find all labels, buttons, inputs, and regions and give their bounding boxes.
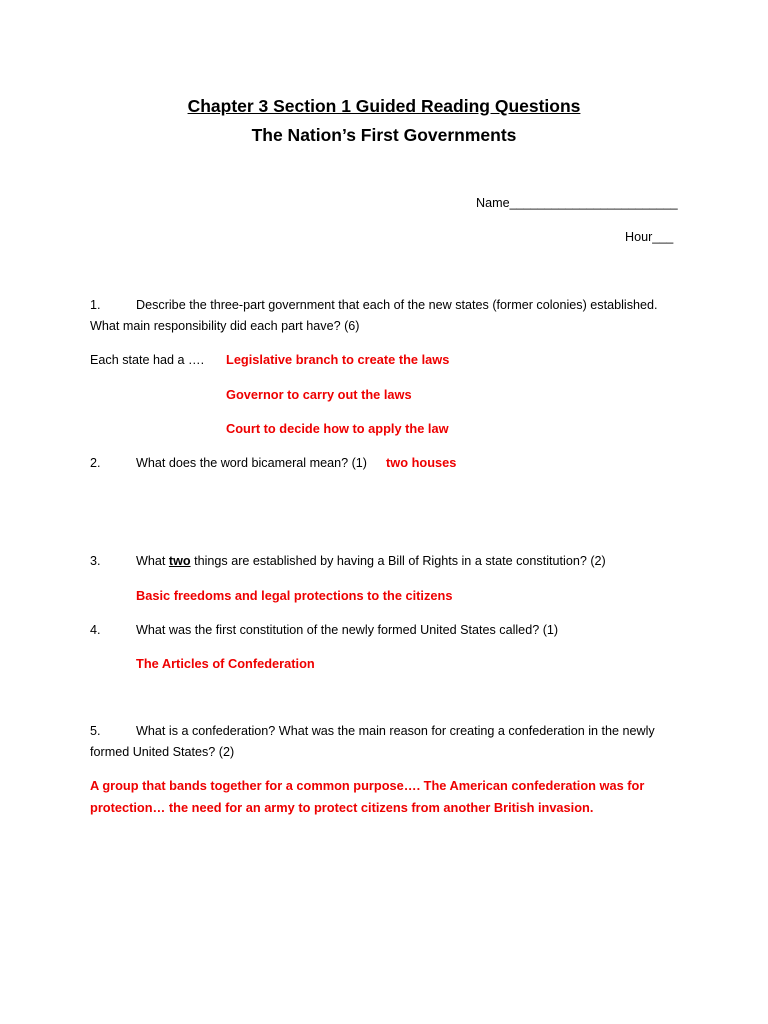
- question-text: What is a confederation? What was the main reason for creating a confederation in the newly: [136, 724, 655, 738]
- question-number: 1.: [90, 298, 101, 312]
- question-number: 4.: [90, 623, 101, 637]
- page-subtitle: The Nation’s First Governments: [251, 125, 517, 145]
- answer-5-line1: A group that bands together for a common purpose…. The American confederation was for: [90, 778, 645, 793]
- question-1-line2: What main responsibility did each part have? (6): [90, 319, 360, 333]
- question-text: What was the first constitution of the newly formed United States called? (1): [136, 623, 559, 637]
- question-number: 5.: [90, 724, 101, 738]
- question-number: 2.: [90, 456, 101, 470]
- name-field: [476, 196, 678, 210]
- question-1: [90, 298, 658, 312]
- question-text: What does the word bicameral mean? (1): [136, 456, 367, 470]
- question-text-emphasis: two: [168, 554, 191, 568]
- question-2: [90, 456, 367, 470]
- question-4: [90, 623, 558, 637]
- answer-2: two houses: [386, 455, 457, 470]
- question-number: 3.: [90, 554, 101, 568]
- question-3: [90, 554, 606, 568]
- answer-3: Basic freedoms and legal protections to the citizens: [136, 588, 453, 603]
- hour-blank: ___: [652, 230, 674, 244]
- answer-1a: Legislative branch to create the laws: [226, 352, 450, 367]
- hour-field: [625, 230, 673, 244]
- answer-4: The Articles of Confederation: [136, 656, 315, 671]
- question-text-before: What: [136, 554, 169, 568]
- question-5-line2: formed United States? (2): [90, 745, 235, 759]
- answer-1c: Court to decide how to apply the law: [226, 421, 449, 436]
- answer-5-line2: protection… the need for an army to protect citizens from another British invasion.: [90, 800, 594, 815]
- name-label: Name: [476, 196, 510, 210]
- answer-1b: Governor to carry out the laws: [226, 387, 412, 402]
- question-5: [90, 724, 655, 738]
- question-text-after: things are established by having a Bill of Rights in a state constitution? (2): [190, 554, 606, 568]
- question-text: Describe the three-part government that each of the new states (former colonies) established.: [136, 298, 658, 312]
- answer-lead: Each state had a ….: [90, 353, 205, 367]
- page-title: Chapter 3 Section 1 Guided Reading Questions: [187, 96, 581, 116]
- hour-label: Hour: [625, 230, 653, 244]
- name-blank: ________________________: [509, 196, 678, 210]
